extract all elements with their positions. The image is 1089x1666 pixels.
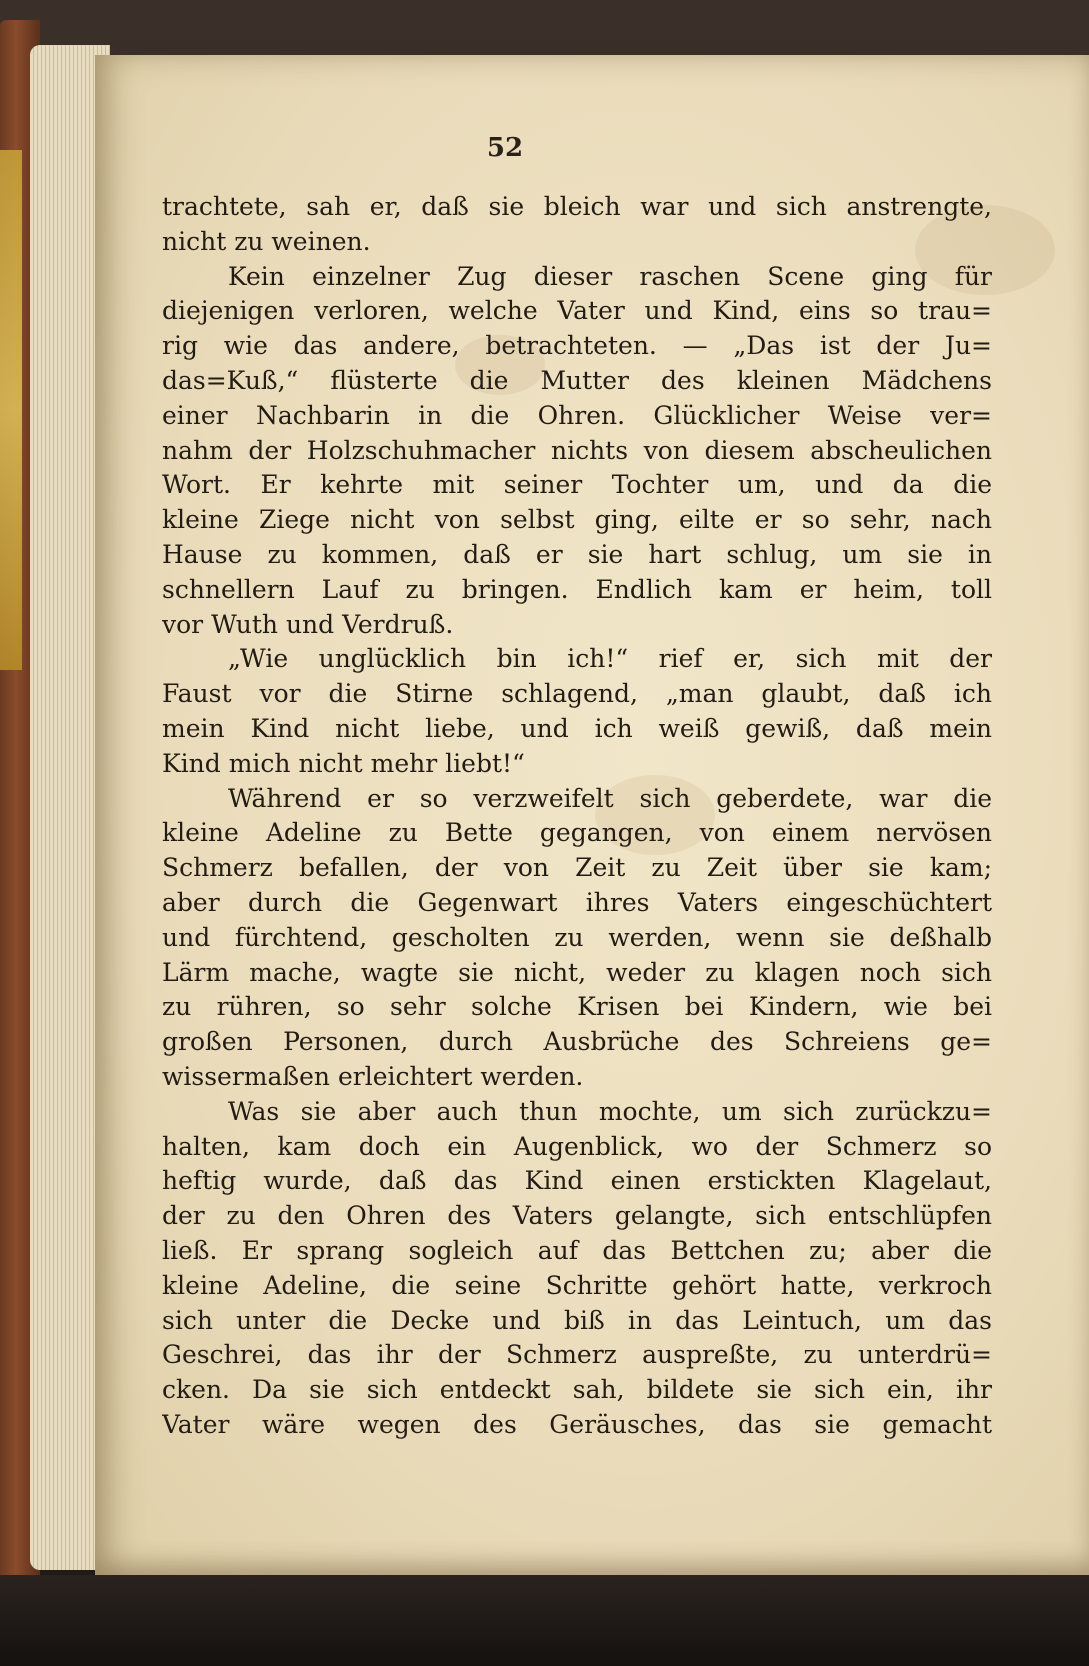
text-line: Schmerz befallen, der von Zeit zu Zeit über sie kam; [162,853,992,883]
text-line: aber durch die Gegenwart ihres Vaters eingeschüchtert [162,887,992,917]
text-line: kleine Ziege nicht von selbst ging, eilte er so sehr, nach [162,505,992,535]
text-line: Geschrei, das ihr der Schmerz auspreßte, zu unterdrü= [162,1340,992,1370]
text-line: nahm der Holzschuhmacher nichts von diesem abscheulichen [162,435,992,465]
text-line: diejenigen verloren, welche Vater und Kind, eins so trau= [162,296,992,326]
text-line: schnellern Lauf zu bringen. Endlich kam er heim, toll [162,574,992,604]
text-line: Lärm mache, wagte sie nicht, weder zu klagen noch sich [162,957,992,987]
text-line: wissermaßen erleichtert werden. [162,1061,584,1091]
text-line: ließ. Er sprang sogleich auf das Bettchen zu; aber die [162,1235,992,1265]
text-line: Was sie aber auch thun mochte, um sich zurückzu= [228,1096,992,1126]
text-line: Vater wäre wegen des Geräusches, das sie gemacht [162,1409,992,1439]
text-line: Hause zu kommen, daß er sie hart schlug, um sie in [162,539,992,569]
text-line: zu rühren, so sehr solche Krisen bei Kindern, wie bei [162,992,992,1022]
text-line: heftig wurde, daß das Kind einen erstickten Klagelaut, [162,1166,992,1196]
text-line: Kein einzelner Zug dieser raschen Scene ging für [228,261,992,291]
table-shadow [0,1575,1089,1666]
text-line: Während er so verzweifelt sich geberdete, war die [228,783,992,813]
text-line: das=Kuß,“ flüsterte die Mutter des kleinen Mädchens [162,365,992,395]
text-line: der zu den Ohren des Vaters gelangte, sich entschlüpfen [162,1201,992,1231]
text-line: vor Wuth und Verdruß. [162,609,454,639]
text-line: kleine Adeline zu Bette gegangen, von einem nervösen [162,818,992,848]
text-line: einer Nachbarin in die Ohren. Glücklicher Weise ver= [162,400,992,430]
text-line: Kind mich nicht mehr liebt!“ [162,748,525,778]
page-number: 52 [486,133,524,163]
text-line: halten, kam doch ein Augenblick, wo der Schmerz so [162,1131,992,1161]
text-line: trachtete, sah er, daß sie bleich war und sich anstrengte, [162,192,992,221]
text-line: sich unter die Decke und biß in das Leintuch, um das [162,1305,992,1335]
text-line: mein Kind nicht liebe, und ich weiß gewiß, daß mein [162,713,992,743]
text-line: großen Personen, durch Ausbrüche des Schreiens ge= [162,1027,992,1057]
text-line: Wort. Er kehrte mit seiner Tochter um, und da die [162,470,992,500]
body-text [162,190,992,1443]
text-line: „Wie unglücklich bin ich!“ rief er, sich mit der [228,644,992,674]
text-line: cken. Da sie sich entdeckt sah, bildete sie sich ein, ihr [162,1375,992,1405]
text-line: nicht zu weinen. [162,226,371,256]
text-line: kleine Adeline, die seine Schritte gehört hatte, verkroch [162,1270,992,1300]
book-cover-gilt [0,150,22,670]
text-line: Faust vor die Stirne schlagend, „man glaubt, daß ich [162,679,992,709]
text-line: rig wie das andere, betrachteten. — „Das ist der Ju= [162,331,992,361]
text-line: und fürchtend, gescholten zu werden, wenn sie deßhalb [162,922,992,952]
